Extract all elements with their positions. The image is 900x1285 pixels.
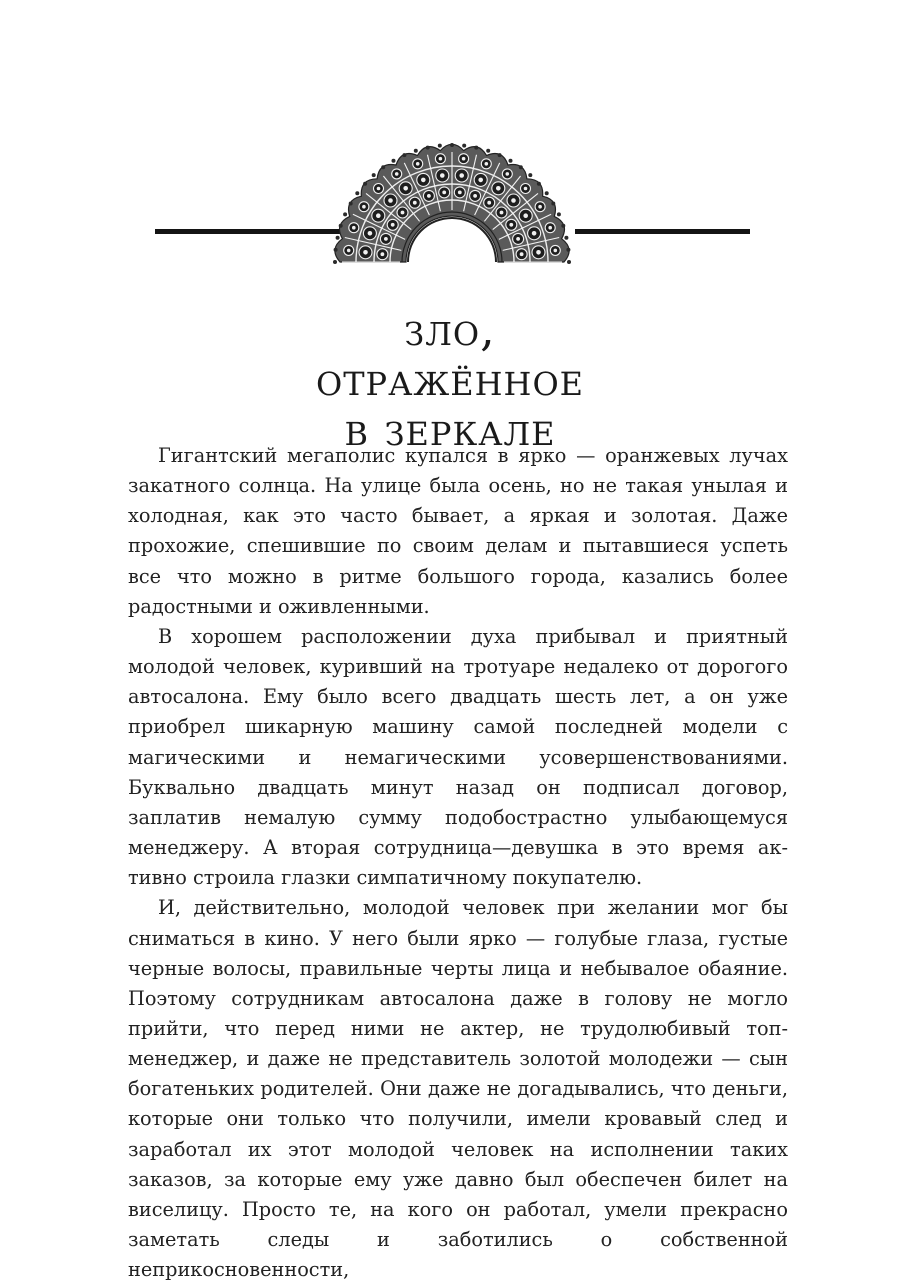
lace-fan-ornament [155, 140, 750, 270]
paragraph: Гигантский мегаполис купался в ярко — оранжевых лучах закатного солнца. На улице была осень, но не такая унылая и холодная, как это часто бывает, а яркая и золотая. Даже прохожие, спешившие по своим делам и пытавшиеся успеть все что можно в ритме большого города, казались более радостными и оживленными. [128, 444, 788, 618]
title-line-2: отражённое [315, 352, 585, 407]
title-line-1: зло, [404, 302, 496, 357]
paragraph: В хорошем расположении духа прибывал и приятный молодой человек, куривший на тротуаре недалеко от дорогого автосалона. Ему было всего двадцать шесть лет, а он уже приобрел шикарную машину самой последней модели с магическими и немагическими усовершенствованиями. Буквально двадцать минут назад он подписал договор, заплатив немалую сумму подобострастно улыбающемуся менеджеру. А вторая сотрудница—девушка в это время активно строила глазки симпатичному покупателю. [128, 624, 788, 890]
paragraph: И, действительно, молодой человек при желании мог бы сниматься в кино. У него были ярко — голубые глаза, густые черные волосы, правильные черты лица и небывалое обаяние. Поэтому сотрудникам автосалона даже в голову не могло прийти, что перед ними не актер, не трудолюбивый топ-менеджер, и даже не представитель золотой молодежи — сын богатеньких родителей. Они даже не догадывались, что деньги, которые они только что получили, имели кровавый след и заработал их этот молодой человек на исполнении таких заказов, за которые ему уже давно был обеспечен билет на виселицу. Просто те, на кого он работал, умели прекрасно заметать следы и заботились о собственной неприкосновенности, [128, 896, 788, 1282]
chapter-title [0, 302, 900, 457]
body-text [128, 441, 788, 1285]
title-line-3: в зеркале [344, 402, 556, 457]
